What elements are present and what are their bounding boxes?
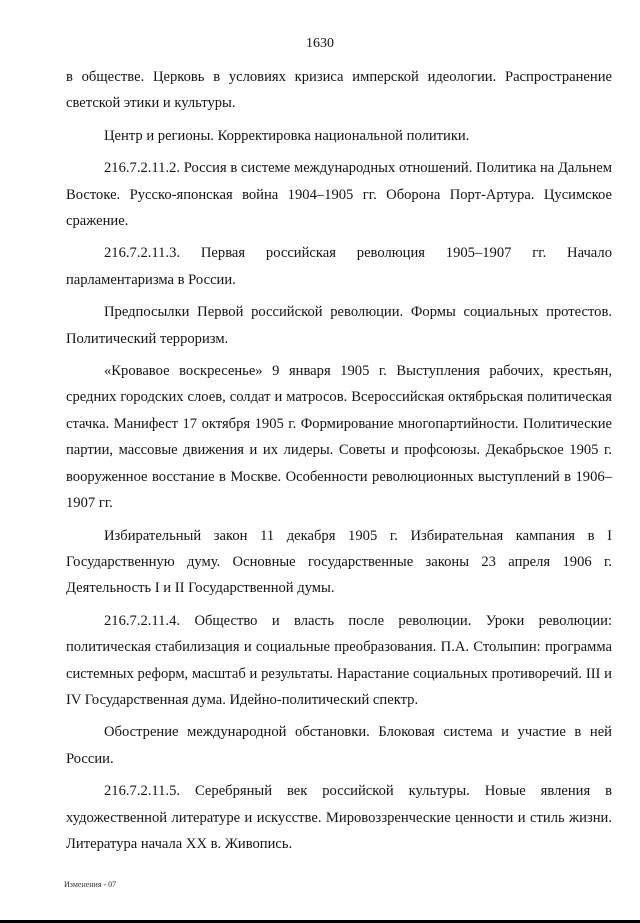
section-216-7-2-11-3: 216.7.2.11.3. Первая российская революция 1905–1907 гг. Начало парламентаризма в России.	[66, 245, 612, 288]
paragraph-continuation: в обществе. Церковь в условиях кризиса имперской идеологии. Распространение светской этики и культуры.	[66, 69, 612, 112]
section-216-7-2-11-5: 216.7.2.11.5. Серебряный век российской культуры. Новые явления в художественной литературе и искусстве. Мировоззренческие ценности и стиль жизни. Литература начала XX в. Живопись.	[66, 783, 612, 852]
document-body	[66, 64, 612, 863]
paragraph-center-regions: Центр и регионы. Корректировка национальной политики.	[104, 127, 470, 144]
section-216-7-2-11-2: 216.7.2.11.2. Россия в системе международных отношений. Политика на Дальнем Востоке. Русско-японская война 1904–1905 гг. Оборона Порт-Артура. Цусимское сражение.	[66, 160, 612, 230]
paragraph-international-situation: Обострение международной обстановки. Блоковая система и участие в ней России.	[66, 724, 612, 767]
page-number: 1630	[306, 36, 334, 51]
paragraph-election-law: Избирательный закон 11 декабря 1905 г. Избирательная кампания в I Государственную думу. Основные государственные законы 23 апреля 1906 г. Деятельность I и II Государственной думы.	[66, 527, 612, 597]
paragraph-revolution-prerequisites: Предпосылки Первой российской революции. Формы социальных протестов. Политический терроризм.	[66, 304, 612, 347]
section-216-7-2-11-4: 216.7.2.11.4. Общество и власть после революции. Уроки революции: политическая стабилизация и социальные преобразования. П.А. Столыпин: программа системных реформ, масштаб и результаты. Нарастание социальных противоречий. III и IV Государственная дума. Идейно-политический спектр.	[66, 612, 612, 708]
footer-revision: Изменения - 07	[64, 880, 117, 889]
paragraph-bloody-sunday: «Кровавое воскресенье» 9 января 1905 г. Выступления рабочих, крестьян, средних городских слоев, солдат и матросов. Всероссийская октябрьская политическая стачка. Манифест 17 октября 1905 г. Формирование многопартийности. Политические партии, массовые движения и их лидеры. Советы и профсоюзы. Декабрьское 1905 г. вооруженное восстание в Москве. Особенности революционных выступлений в 1906–1907 гг.	[66, 363, 612, 512]
